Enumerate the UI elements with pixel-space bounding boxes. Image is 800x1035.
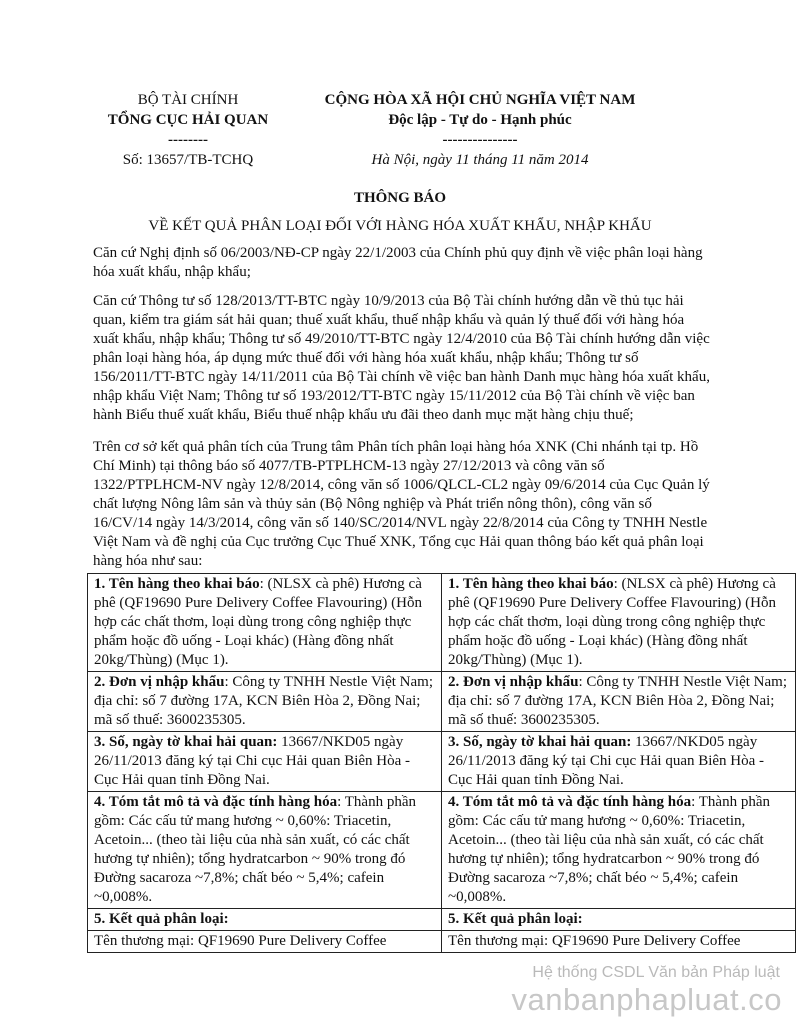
table-cell-right xyxy=(442,909,796,931)
watermark-line1: Hệ thống CSDL Văn bản Pháp luật xyxy=(532,964,780,981)
table-row xyxy=(88,732,796,792)
row-text: 13667/NKD05 ngày 26/11/2013 đăng ký tại Chi cục Hải quan Biên Hòa - Cục Hải quan tỉnh Đồng Nai. xyxy=(448,734,765,788)
table-cell-right xyxy=(442,931,796,953)
table-cell-left xyxy=(88,909,442,931)
row-label: 4. Tóm tắt mô tả và đặc tính hàng hóa xyxy=(94,794,338,810)
row-text: (NLSX cà phê) Hương cà phê (QF19690 Pure Delivery Coffee Flavouring) (Hỗn hợp các chất thơm, loại dùng trong công nghiệp thực phẩm hoặc đồ uống - Loại khác) (Hàng đồng nhất 20kg/Thùng) (Mục 1). xyxy=(94,576,422,668)
document-title: THÔNG BÁO xyxy=(353,190,447,206)
row-text: Thành phần gồm: Các cấu tử mang hương ~ 0,60%: Triacetin, Acetoin... (theo tài liệu của nhà sản xuất, có các chất hương tự nhiên); tổng hydratcarbon ~ 90% trong đó Đường sacaroza ~7,8%; chất béo ~ 5,4%; cafein ~0,008%. xyxy=(94,794,416,905)
table-cell-right xyxy=(442,792,796,909)
row-separator: : xyxy=(691,794,699,810)
table-cell-left xyxy=(88,732,442,792)
table-row xyxy=(88,931,796,953)
table-cell-left xyxy=(88,792,442,909)
row-label: 2. Đơn vị nhập khẩu xyxy=(94,674,225,690)
row-separator: : xyxy=(224,674,233,690)
document-subtitle: VỀ KẾT QUẢ PHÂN LOẠI ĐỐI VỚI HÀNG HÓA XUẤT KHẨU, NHẬP KHẨU xyxy=(148,218,652,234)
row-separator: : xyxy=(613,576,622,592)
row-text: Công ty TNHH Nestle Việt Nam; địa chỉ: số 7 đường 17A, KCN Biên Hòa 2, Đồng Nai; mã số thuế: 3600235305. xyxy=(94,674,433,728)
right-divider: --------------- xyxy=(442,132,518,148)
row-label: 4. Tóm tắt mô tả và đặc tính hàng hóa xyxy=(448,794,692,810)
national-motto: Độc lập - Tự do - Hạnh phúc xyxy=(388,112,572,128)
row-text: Thành phần gồm: Các cấu tử mang hương ~ 0,60%: Triacetin, Acetoin... (theo tài liệu của nhà sản xuất, có các chất hương tự nhiên); tổng hydratcarbon ~ 90% trong đó Đường sacaroza ~7,8%; chất béo ~ 5,4%; cafein ~0,008%. xyxy=(448,794,770,905)
table-cell-left xyxy=(88,931,442,953)
table-cell-right xyxy=(442,574,796,672)
table-cell-left xyxy=(88,672,442,732)
department-name: TỔNG CỤC HẢI QUAN xyxy=(107,112,269,128)
classification-table xyxy=(87,573,796,953)
paragraph-analysis-basis: Trên cơ sở kết quả phân tích của Trung tâm Phân tích phân loại hàng hóa XNK (Chi nhánh tại tp. Hồ Chí Minh) tại thông báo số 4077/TB-PTPLHCM-13 ngày 27/12/2013 và công văn số 1322/PTPLHCM-NV ngày 12/8/2014, công văn số 1006/QLCL-CL2 ngày 09/6/2014 của Cục Quản lý chất lượng Nông lâm sản và thủy sản (Bộ Nông nghiệp và Phát triển nông thôn), công văn số 16/CV/14 ngày 14/3/2014, công văn số 140/SC/2014/NVL ngày 22/8/2014 của Công ty TNHH Nestle Việt Nam và đề nghị của Cục trưởng Cục Thuế XNK, Tổng cục Hải quan thông báo kết quả phân loại hàng hóa như sau: xyxy=(93,439,710,569)
row-label: 2. Đơn vị nhập khẩu xyxy=(448,674,579,690)
table-cell-right xyxy=(442,672,796,732)
table-cell-right xyxy=(442,732,796,792)
issuer-block xyxy=(88,90,288,170)
table-row xyxy=(88,909,796,931)
issue-date: Hà Nội, ngày 11 tháng 11 năm 2014 xyxy=(371,152,589,168)
row-separator: : xyxy=(259,576,268,592)
row-text: Tên thương mại: QF19690 Pure Delivery Coffee xyxy=(448,933,741,949)
country-name: CỘNG HÒA XÃ HỘI CHỦ NGHĨA VIỆT NAM xyxy=(324,92,636,108)
paragraph-legal-basis-2: Căn cứ Thông tư số 128/2013/TT-BTC ngày 10/9/2013 của Bộ Tài chính hướng dẫn về thủ tục hải quan, kiểm tra giám sát hải quan; thuế xuất khẩu, thuế nhập khẩu và quản lý thuế đối với hàng hóa xuất khẩu, nhập khẩu; Thông tư số 49/2010/TT-BTC ngày 12/4/2010 của Bộ Tài chính hướng dẫn việc phân loại hàng hóa, áp dụng mức thuế đối với hàng hóa xuất khẩu, nhập khẩu; Thông tư số 156/2011/TT-BTC ngày 14/11/2011 của Bộ Tài chính về việc ban hành Danh mục hàng hóa xuất khẩu, nhập khẩu Việt Nam; Thông tư số 193/2012/TT-BTC ngày 15/11/2012 của Bộ Tài chính về việc ban hành Biểu thuế xuất khẩu, Biểu thuế nhập khẩu ưu đãi theo danh mục mặt hàng chịu thuế; xyxy=(93,293,710,423)
row-label: 3. Số, ngày tờ khai hải quan: xyxy=(448,734,632,750)
row-label: 1. Tên hàng theo khai báo xyxy=(448,576,614,592)
ministry-name: BỘ TÀI CHÍNH xyxy=(137,92,239,108)
table-row xyxy=(88,792,796,909)
row-label: 3. Số, ngày tờ khai hải quan: xyxy=(94,734,278,750)
table-row xyxy=(88,574,796,672)
row-label: 5. Kết quả phân loại: xyxy=(94,911,229,927)
left-divider: -------- xyxy=(168,132,208,148)
row-text: Tên thương mại: QF19690 Pure Delivery Coffee xyxy=(94,933,387,949)
row-text: (NLSX cà phê) Hương cà phê (QF19690 Pure Delivery Coffee Flavouring) (Hỗn hợp các chất thơm, loại dùng trong công nghiệp thực phẩm hoặc đồ uống - Loại khác) (Hàng đồng nhất 20kg/Thùng) (Mục 1). xyxy=(448,576,776,668)
national-header xyxy=(290,90,670,170)
table-row xyxy=(88,672,796,732)
row-separator: : xyxy=(578,674,587,690)
paragraph-legal-basis-1: Căn cứ Nghị định số 06/2003/NĐ-CP ngày 22/1/2003 của Chính phủ quy định về việc phân loại hàng hóa xuất khẩu, nhập khẩu; xyxy=(93,245,703,280)
document-number: Số: 13657/TB-TCHQ xyxy=(122,152,254,168)
watermark-line2: vanbanphapluat.co xyxy=(511,982,782,1017)
row-text: Công ty TNHH Nestle Việt Nam; địa chỉ: số 7 đường 17A, KCN Biên Hòa 2, Đồng Nai; mã số thuế: 3600235305. xyxy=(448,674,787,728)
row-text: 13667/NKD05 ngày 26/11/2013 đăng ký tại Chi cục Hải quan Biên Hòa - Cục Hải quan tỉnh Đồng Nai. xyxy=(94,734,411,788)
row-separator: : xyxy=(337,794,345,810)
row-label: 1. Tên hàng theo khai báo xyxy=(94,576,260,592)
table-cell-left xyxy=(88,574,442,672)
row-label: 5. Kết quả phân loại: xyxy=(448,911,583,927)
